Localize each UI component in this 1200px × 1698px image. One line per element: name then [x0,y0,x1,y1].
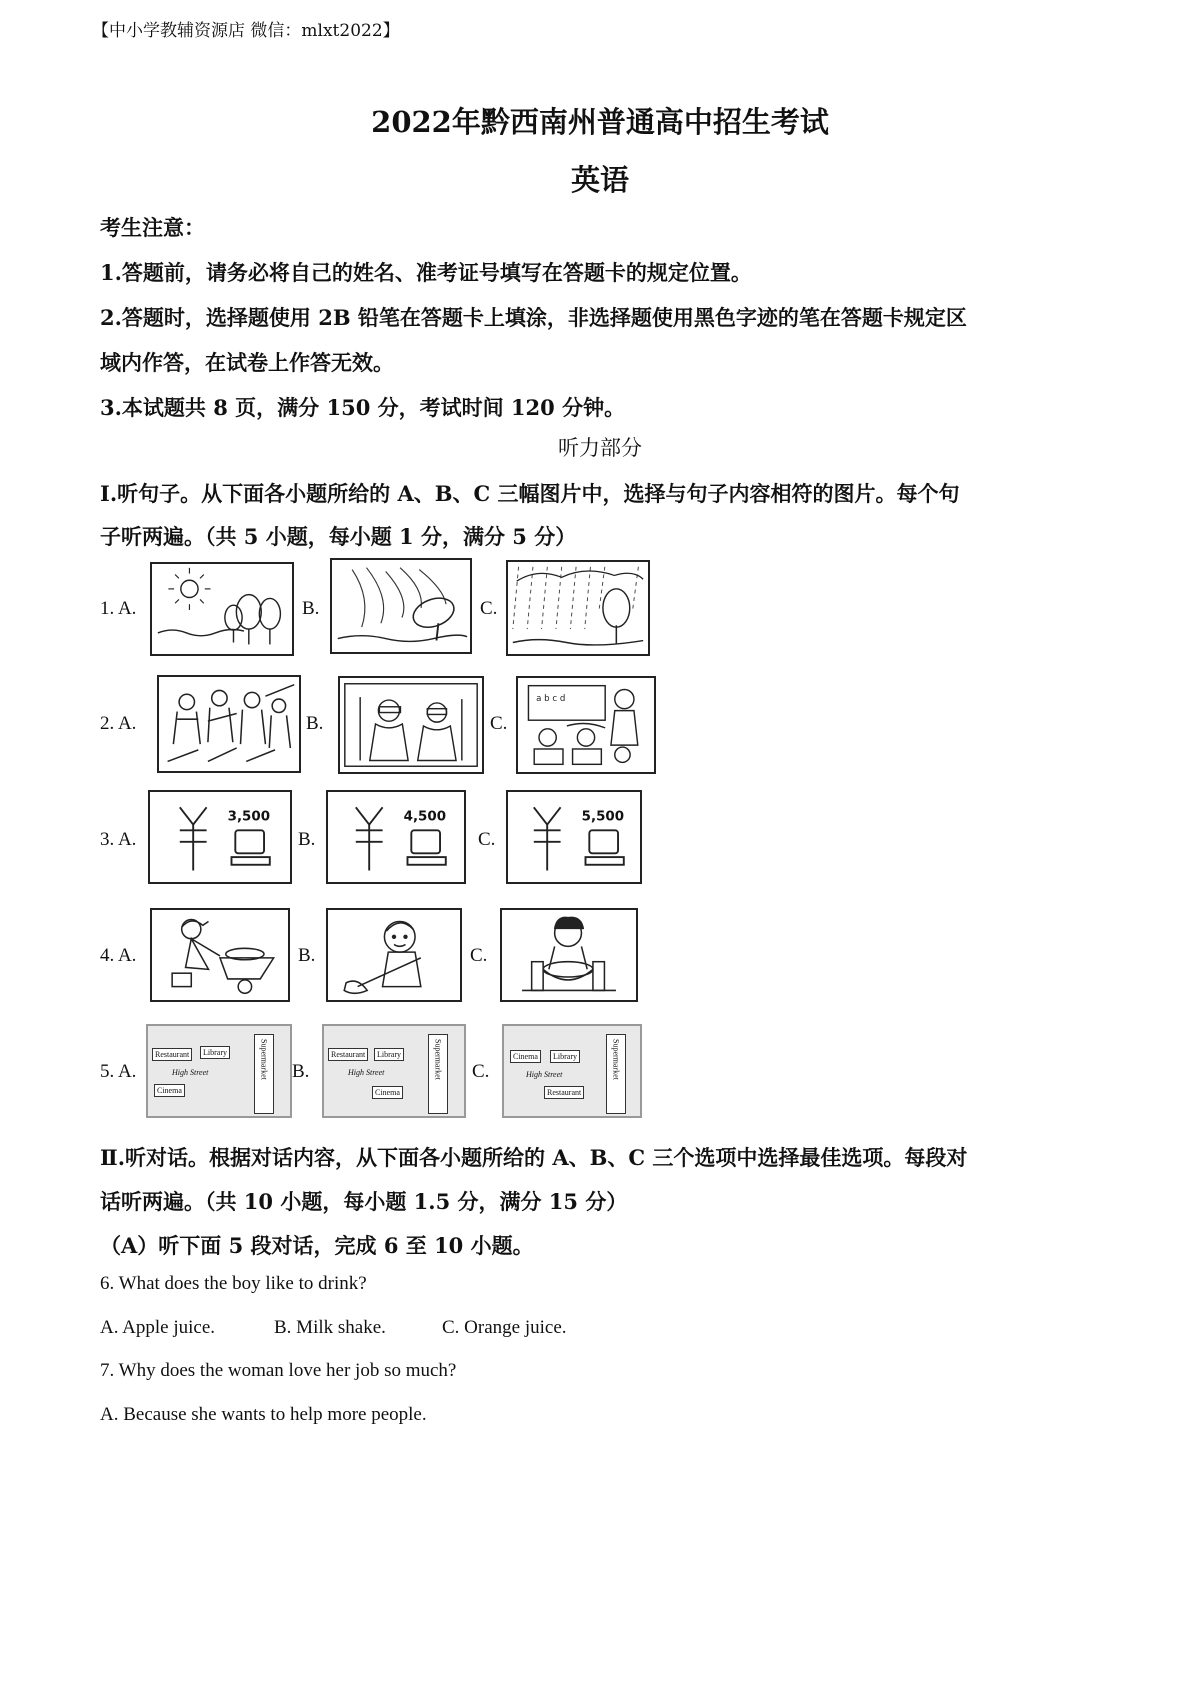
q4-label-c: C. [470,945,488,966]
cinema-audience-icon [340,678,482,772]
q3-picture-c-price [506,790,642,884]
q7-question: 7. Why does the woman love her job so much? [100,1360,457,1381]
svg-text:a b c d: a b c d [536,694,566,705]
q5-picture-b-map [322,1024,466,1118]
q2-label-c: C. [490,713,508,734]
boy-sweeping-icon [328,910,460,1000]
q1-picture-c-rainy [506,560,650,656]
listening-heading: 听力部分 [558,436,642,460]
q4-picture-a-girl-cart [150,908,290,1002]
q5b-supermarket-box [428,1034,448,1114]
q5-label-b: B. [292,1061,310,1082]
q1-label-a: 1. A. [100,598,137,619]
q3-price-c: 5,500 [581,809,625,825]
notice-item-1: 1.答题前，请务必将自己的姓名、准考证号填写在答题卡的规定位置。 [100,260,752,285]
notice-item-2-line-2: 域内作答，在试卷上作答无效。 [100,350,394,375]
q5a-supermarket-label: Supermarket [259,1039,269,1080]
q5-label-a: 5. A. [100,1061,137,1082]
q1-label-b: B. [302,598,320,619]
q6-option-c: C. Orange juice. [442,1317,567,1338]
yuan-computer-icon [508,792,640,882]
yuan-computer-icon [328,792,464,882]
q3-price-a: 3,500 [227,809,271,825]
windy-scene-icon [332,560,470,652]
q5a-supermarket-box [254,1034,274,1114]
subject-title: 英语 [570,163,629,197]
q1-label-c: C. [480,598,498,619]
sunny-scene-icon [152,564,292,654]
q5c-supermarket-box [606,1034,626,1114]
q2-picture-b-cinema [338,676,484,774]
q5c-restaurant-label: Restaurant [544,1086,584,1099]
part2-section-a: （A）听下面 5 段对话，完成 6 至 10 小题。 [100,1233,534,1258]
part2-instruction-line-1: Ⅱ.听对话。根据对话内容，从下面各小题所给的 A、B、C 三个选项中选择最佳选项。每段对 [100,1145,968,1170]
part1-instruction-line-2: 子听两遍。（共 5 小题，每小题 1 分，满分 5 分） [100,524,577,549]
rainy-scene-icon [508,562,648,654]
q5a-cinema-label: Cinema [154,1084,185,1097]
q4-label-a: 4. A. [100,945,137,966]
q6-question: 6. What does the boy like to drink? [100,1273,367,1294]
q3-label-a: 3. A. [100,829,137,850]
q1-picture-b-windy [330,558,472,654]
exam-title: 2022年黔西南州普通高中招生考试 [371,105,829,139]
q5-label-c: C. [472,1061,490,1082]
header-note: 【中小学教辅资源店 微信：mlxt2022】 [92,21,400,41]
q5c-library-label: Library [550,1050,580,1063]
q5b-library-label: Library [374,1048,404,1061]
q5c-street-label: High Street [526,1070,563,1079]
q5c-cinema-label: Cinema [510,1050,541,1063]
q1-picture-a-sunny [150,562,294,656]
q3-picture-a-price [148,790,292,884]
q5b-supermarket-label: Supermarket [433,1039,443,1080]
q2-label-b: B. [306,713,324,734]
q5c-supermarket-label: Supermarket [611,1039,621,1080]
girl-wheelbarrow-icon [152,910,288,1000]
q5b-cinema-label: Cinema [372,1086,403,1099]
part2-instruction-line-2: 话听两遍。（共 10 小题，每小题 1.5 分，满分 15 分） [100,1189,628,1214]
q2-label-a: 2. A. [100,713,137,734]
part1-instruction-line-1: Ⅰ.听句子。从下面各小题所给的 A、B、C 三幅图片中，选择与句子内容相符的图片。每个句 [100,481,960,506]
q3-label-c: C. [478,829,496,850]
q6-option-b: B. Milk shake. [274,1317,386,1338]
musicians-icon [159,677,299,771]
q5b-restaurant-label: Restaurant [328,1048,368,1061]
q2-picture-a-concert [157,675,301,773]
q2-picture-c-classroom [516,676,656,774]
classroom-icon [518,678,654,772]
q7-option-a: A. Because she wants to help more people. [100,1404,427,1425]
q6-option-a: A. Apple juice. [100,1317,216,1338]
yuan-computer-icon [150,792,290,882]
notice-item-2-line-1: 2.答题时，选择题使用 2B 铅笔在答题卡上填涂，非选择题使用黑色字迹的笔在答题卡规定区 [100,305,967,330]
boy-cooking-icon [502,910,636,1000]
q5a-library-label: Library [200,1046,230,1059]
q4-picture-b-boy-sweeping [326,908,462,1002]
notice-item-3: 3.本试题共 8 页，满分 150 分，考试时间 120 分钟。 [100,395,626,420]
q3-label-b: B. [298,829,316,850]
q5b-street-label: High Street [348,1068,385,1077]
q5a-restaurant-label: Restaurant [152,1048,192,1061]
q5-picture-c-map [502,1024,642,1118]
q5a-street-label: High Street [172,1068,209,1077]
q3-price-b: 4,500 [403,809,447,825]
q4-picture-c-boy-cooking [500,908,638,1002]
notice-heading: 考生注意： [100,215,205,240]
q5-picture-a-map [146,1024,292,1118]
q4-label-b: B. [298,945,316,966]
q3-picture-b-price [326,790,466,884]
